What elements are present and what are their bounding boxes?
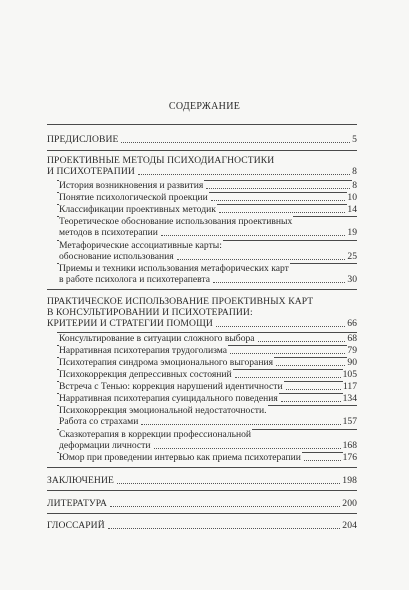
divider — [47, 150, 357, 151]
toc-entry-literature[interactable]: ЛИТЕРАТУРА 200 — [47, 498, 357, 509]
divider — [47, 289, 357, 290]
toc-entry[interactable]: Нарративная психотерапия суицидального поведения 134 — [59, 393, 357, 404]
toc-entry[interactable]: Консультирование в ситуации сложного выбора 68 — [59, 333, 357, 344]
toc-entry[interactable]: Работа со страхами 157 — [59, 416, 357, 427]
section-heading[interactable]: ПРОЕКТИВНЫЕ МЕТОДЫ ПСИХОДИАГНОСТИКИ — [47, 155, 275, 166]
toc-entry[interactable]: Юмор при проведении интервью как приема психотерапии 176 — [59, 452, 357, 463]
divider — [47, 513, 357, 514]
toc-entry[interactable]: Классификации проективных методик 14 — [59, 204, 357, 215]
section-heading[interactable]: ПРАКТИЧЕСКОЕ ИСПОЛЬЗОВАНИЕ ПРОЕКТИВНЫХ КАРТ — [47, 296, 314, 307]
section-heading[interactable]: В КОНСУЛЬТИРОВАНИИ И ПСИХОТЕРАПИИ: — [47, 307, 253, 318]
section-heading[interactable]: И ПСИХОТЕРАПИИ 8 — [47, 166, 357, 177]
toc-entry[interactable]: обоснование использования 25 — [59, 251, 357, 262]
toc-entry[interactable]: Метафорические ассоциативные карты: — [59, 240, 222, 251]
toc-entry[interactable]: Теоретическое обоснование использования проективных — [59, 216, 293, 227]
toc-entry-glossary[interactable]: ГЛОССАРИЙ 204 — [47, 520, 357, 531]
divider — [47, 467, 357, 468]
divider — [47, 490, 357, 491]
toc-entry[interactable]: Приемы и техники использования метафорических карт — [59, 263, 289, 274]
toc-entry[interactable]: Сказкотерапия в коррекции профессиональной — [59, 429, 252, 440]
divider — [47, 124, 357, 125]
toc-entry[interactable]: в работе психолога и психотерапевта 30 — [59, 274, 357, 285]
toc-entry[interactable]: История возникновения и развития 8 — [59, 180, 357, 191]
toc-entry[interactable]: Понятие психологической проекции 10 — [59, 192, 357, 203]
toc-entry[interactable]: Психотерапия синдрома эмоционального выгорания 90 — [59, 357, 357, 368]
toc-entry-conclusion[interactable]: ЗАКЛЮЧЕНИЕ 198 — [47, 475, 357, 486]
toc-entry[interactable]: Встреча с Тенью: коррекция нарушений идентичности 117 — [59, 381, 357, 392]
toc-entry[interactable]: методов в психотерапии 19 — [59, 227, 357, 238]
toc-entry[interactable]: Психокоррекция эмоциональной недостаточности. — [59, 405, 267, 416]
toc-entry-preface[interactable]: ПРЕДИСЛОВИЕ 5 — [47, 134, 357, 145]
toc-entry[interactable]: Психокоррекция депрессивных состояний 105 — [59, 369, 357, 380]
toc-entry[interactable]: Нарративная психотерапия трудоголизма 79 — [59, 345, 357, 356]
page-title: СОДЕРЖАНИЕ — [168, 101, 241, 112]
toc-entry[interactable]: деформации личности 168 — [59, 440, 357, 451]
section-heading[interactable]: КРИТЕРИИ И СТРАТЕГИИ ПОМОЩИ 66 — [47, 318, 357, 329]
